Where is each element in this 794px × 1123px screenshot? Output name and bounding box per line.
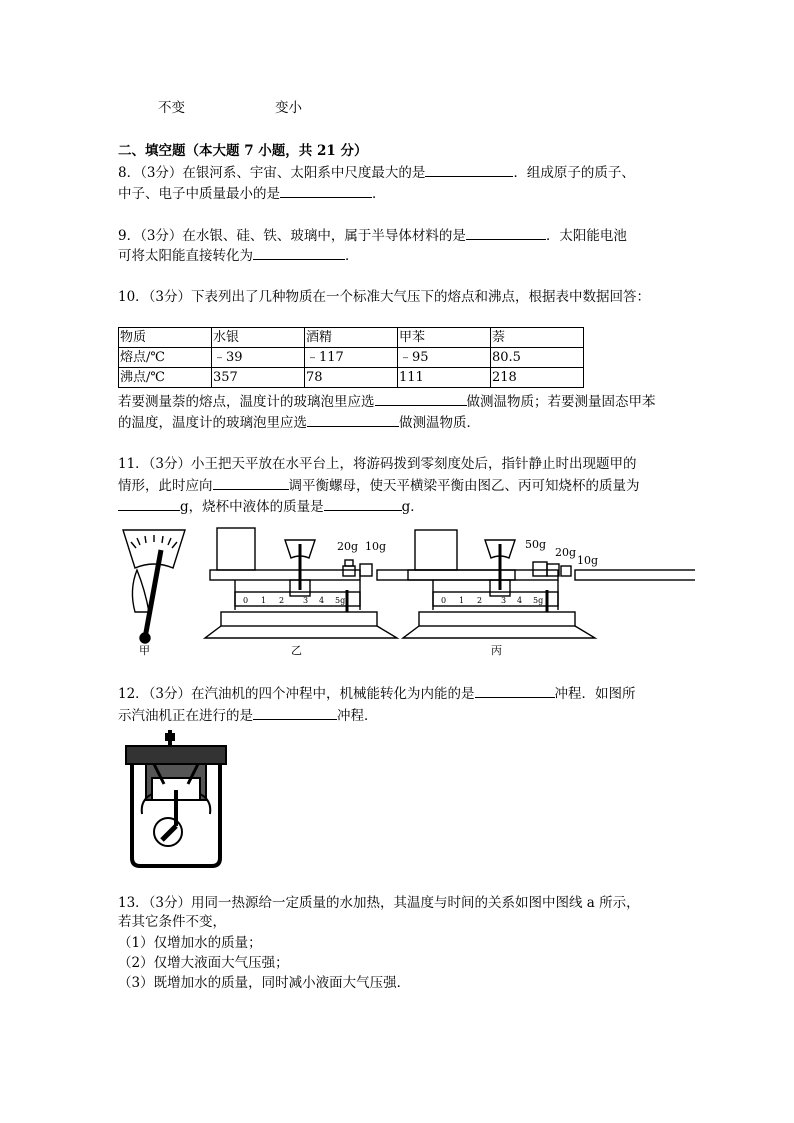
scale-tick: 0	[441, 596, 447, 605]
q9-blank-2[interactable]	[253, 245, 345, 260]
table-header-row	[119, 328, 584, 348]
scale-tick: 2	[477, 596, 483, 605]
scale-tick: 3	[501, 596, 507, 605]
q9-blank-1[interactable]	[466, 225, 546, 240]
q11-blank-2[interactable]	[118, 496, 180, 511]
q11-text-c: g，烧杯中液体的质量是	[180, 499, 324, 515]
q11-text-d: g．	[401, 499, 424, 515]
gasoline-engine-figure	[122, 728, 232, 870]
weight-label: 10g	[577, 554, 599, 567]
q12-text-a: 12．（3分）在汽油机的四个冲程中，机械能转化为内能的是	[118, 686, 475, 702]
q12-text-d: 冲程．	[337, 708, 378, 724]
table-cell: 218	[491, 368, 584, 388]
q12-blank-1[interactable]	[475, 683, 555, 698]
table-header-cell: 酒精	[305, 328, 398, 348]
weight-label: 50g	[525, 538, 547, 551]
q9-line1	[118, 225, 627, 246]
balance-figure-c	[403, 530, 695, 638]
dial-figure-a	[123, 530, 185, 643]
q10-line1	[118, 391, 656, 412]
option-unchanged: 不变	[158, 100, 185, 116]
q8-line1	[118, 162, 635, 183]
fig-label-c: 丙	[491, 644, 502, 657]
table-cell: 沸点/℃	[119, 368, 212, 388]
q8-blank-1[interactable]	[425, 162, 513, 177]
balance-figures	[115, 520, 695, 660]
q8-text-c: 中子、电子中质量最小的是	[118, 186, 280, 202]
q8-blank-2[interactable]	[280, 183, 372, 198]
q12-blank-2[interactable]	[253, 705, 337, 720]
weight-label: 10g	[365, 540, 387, 553]
q9-text-c: 可将太阳能直接转化为	[118, 248, 253, 264]
q9-text-b: ．太阳能电池	[545, 228, 627, 244]
table-header-cell: 甲苯	[398, 328, 491, 348]
fig-label-a: 甲	[139, 644, 150, 657]
table-header-cell: 水银	[212, 328, 305, 348]
q12-line2	[118, 705, 378, 726]
melting-boiling-table	[118, 327, 584, 388]
q10-text-d: 做测温物质．	[399, 415, 480, 431]
table-header-cell: 物质	[119, 328, 212, 348]
scale-tick: 5g	[533, 596, 544, 605]
q13-item-2: （2）仅增大液面大气压强；	[118, 955, 289, 971]
table-cell: ﹣95	[398, 348, 491, 368]
q11-line2	[118, 475, 640, 496]
q13-line2: 若其它条件不变，	[118, 914, 226, 930]
option-decrease: 变小	[275, 100, 302, 116]
table-cell: 111	[398, 368, 491, 388]
section-title: 二、填空题（本大题 7 小题，共 21 分）	[118, 143, 368, 159]
table-cell: ﹣39	[212, 348, 305, 368]
weight-label: 20g	[555, 546, 577, 559]
q8-text-b: ．组成原子的质子、	[513, 165, 635, 181]
q12-text-b: 冲程．如图所	[554, 686, 636, 702]
q13-item-1: （1）仅增加水的质量；	[118, 935, 262, 951]
table-row	[119, 368, 584, 388]
table-cell: 357	[212, 368, 305, 388]
q8-line2	[118, 183, 386, 204]
q11-text-a: 情形，此时应向	[118, 478, 213, 494]
table-header-cell: 萘	[491, 328, 584, 348]
q10-text-a: 若要测量萘的熔点，温度计的玻璃泡里应选	[118, 394, 375, 410]
table-cell: 80.5	[491, 348, 584, 368]
scale-tick: 5g	[335, 596, 346, 605]
q12-text-c: 示汽油机正在进行的是	[118, 708, 253, 724]
q9-text-a: 9．（3分）在水银、硅、铁、玻璃中，属于半导体材料的是	[118, 228, 466, 244]
q11-line1: 11．（3分）小王把天平放在水平台上，将游码拨到零刻度处后，指针静止时出现题甲的	[118, 456, 637, 472]
q10-intro: 10．（3分）下表列出了几种物质在一个标准大气压下的熔点和沸点，根据表中数据回答：	[118, 289, 651, 305]
scale-tick: 2	[279, 596, 285, 605]
q11-line3	[118, 496, 424, 517]
q9-line2	[118, 245, 359, 266]
q12-line1	[118, 683, 636, 704]
q9-text-d: ．	[345, 248, 359, 264]
scale-tick: 1	[459, 596, 465, 605]
q8-text-a: 8．（3分）在银河系、宇宙、太阳系中尺度最大的是	[118, 165, 426, 181]
scale-tick: 0	[243, 596, 249, 605]
table-cell: 熔点/℃	[119, 348, 212, 368]
table-row	[119, 348, 584, 368]
table-cell: 78	[305, 368, 398, 388]
q11-blank-3[interactable]	[324, 496, 402, 511]
scale-tick: 3	[303, 596, 309, 605]
q10-blank-2[interactable]	[307, 412, 399, 427]
weight-label: 20g	[337, 540, 359, 553]
q10-line2	[118, 412, 480, 433]
q13-line1: 13．（3分）用同一热源给一定质量的水加热，其温度与时间的关系如图中图线 a 所示，	[118, 895, 640, 911]
table-cell: ﹣117	[305, 348, 398, 368]
q10-blank-1[interactable]	[375, 391, 467, 406]
q11-text-b: 调平衡螺母，使天平横梁平衡由图乙、丙可知烧杯的质量为	[288, 478, 640, 494]
scale-tick: 1	[261, 596, 267, 605]
scale-tick: 4	[319, 596, 325, 605]
scale-tick: 4	[517, 596, 523, 605]
q10-text-c: 的温度，温度计的玻璃泡里应选	[118, 415, 307, 431]
balance-figure-b	[205, 528, 515, 638]
q11-blank-1[interactable]	[213, 475, 289, 490]
q10-text-b: 做测温物质；若要测量固态甲苯	[466, 394, 656, 410]
fig-label-b: 乙	[291, 644, 302, 657]
q8-text-d: ．	[372, 186, 386, 202]
q13-item-3: （3）既增加水的质量，同时减小液面大气压强．	[118, 975, 411, 991]
